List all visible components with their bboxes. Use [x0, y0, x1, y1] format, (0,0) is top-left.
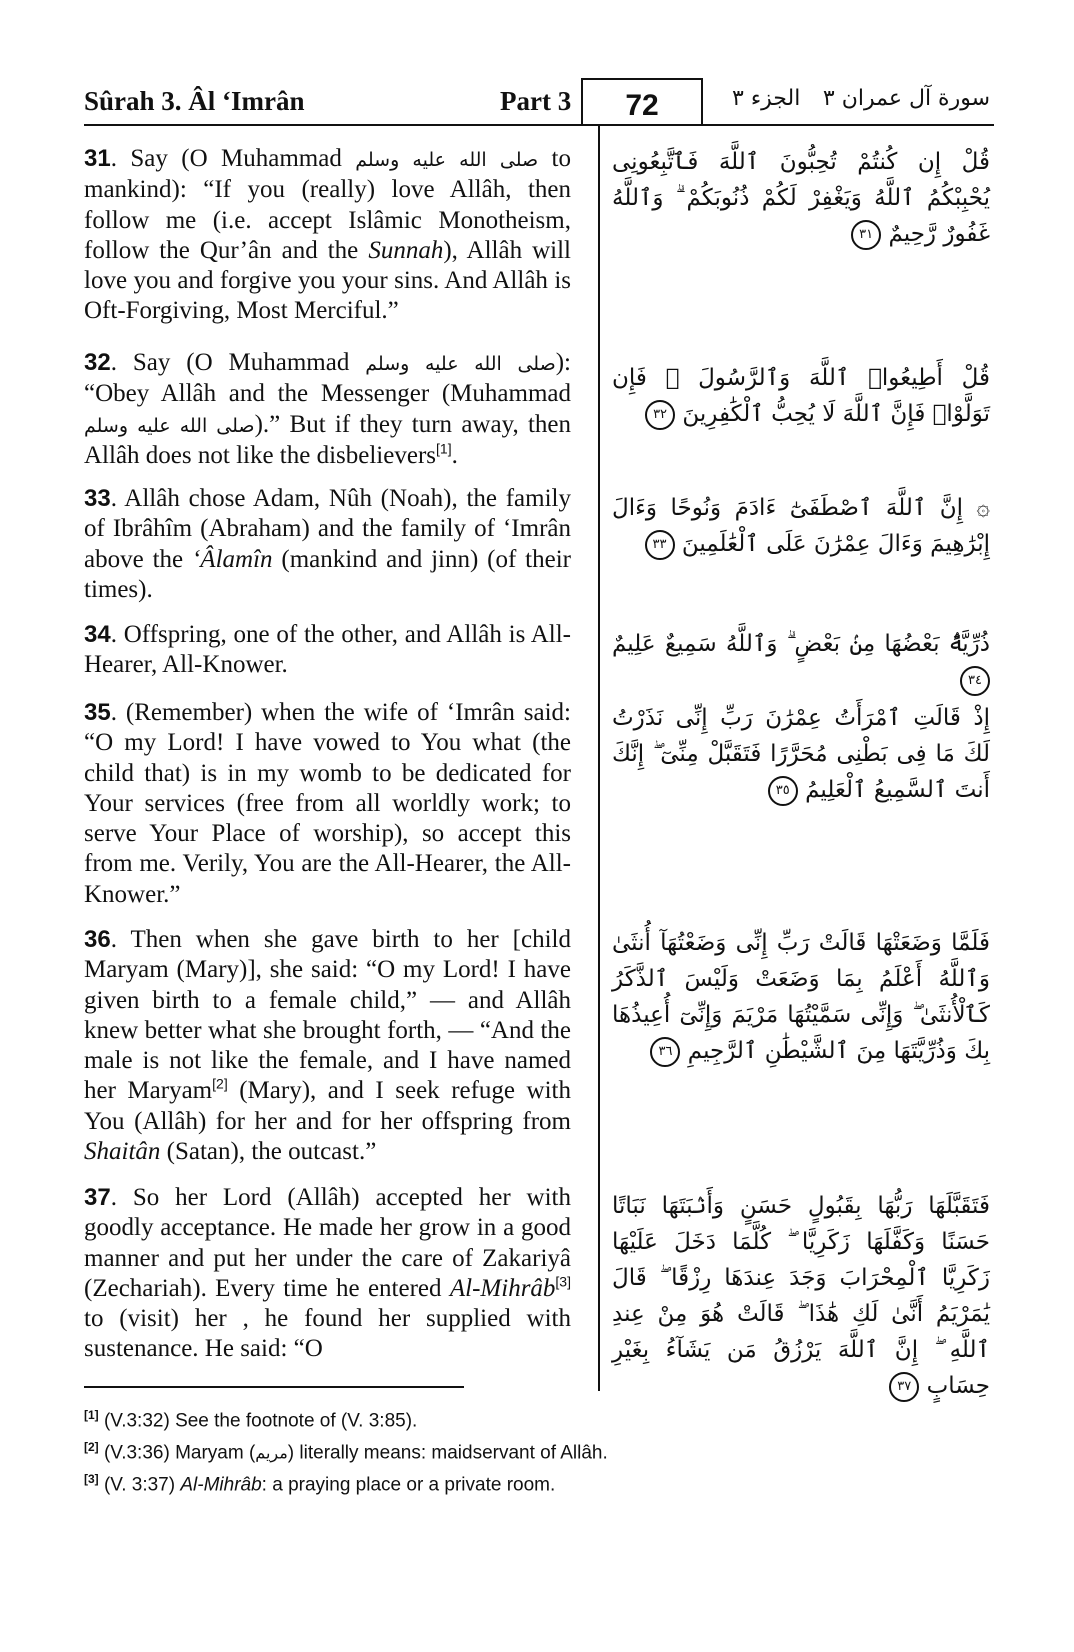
footnote-1: [1] (V.3:32) See the footnote of (V. 3:85).	[84, 1408, 418, 1432]
ayah-number-marker: ٣٥	[768, 776, 798, 806]
verse-34-english: 34. Offspring, one of the other, and Allâh is All-Hearer, All-Knower.	[84, 621, 571, 679]
footnote-mark: [3]	[84, 1472, 99, 1486]
surah-title: Sûrah 3. Âl ‘Imrân	[84, 86, 305, 116]
ayah-number-marker: ٣٤	[960, 666, 990, 696]
verse-36-arabic: فَلَمَّا وَضَعَتْهَا قَالَتْ رَبِّ إِنِّى وَضَعْتُهَآ أُنثَىٰ وَٱللَّهُ أَعْلَمُ بِمَا وَضَعَتْ وَلَيْسَ ٱلذَّكَرُ كَٱلْأُنثَىٰ ۖ وَإِنِّى سَمَّيْتُهَا مَرْيَمَ وَإِنِّىٓ أُعِيذُهَا بِكَ وَذُرِّيَّتَهَا مِنَ ٱلشَّيْطَٰنِ ٱلرَّجِيمِ ٣٦	[612, 925, 990, 1069]
ayah-number-marker: ٣٢	[645, 400, 675, 430]
verse-number: 31	[84, 145, 111, 172]
verse-34-arabic: ذُرِّيَّةًۢ بَعْضُهَا مِنۢ بَعْضٍ ۗ وَٱللَّهُ سَمِيعٌ عَلِيمٌ ٣٤	[612, 626, 990, 698]
verse-number: 35	[84, 699, 111, 726]
verse-33-arabic: ۞ إِنَّ ٱللَّهَ ٱصْطَفَىٰٓ ءَادَمَ وَنُوحًا وَءَالَ إِبْرَٰهِيمَ وَءَالَ عِمْرَٰنَ عَلَى ٱلْعَٰلَمِينَ ٣٣	[612, 490, 990, 562]
verse-37-arabic: فَتَقَبَّلَهَا رَبُّهَا بِقَبُولٍ حَسَنٍ وَأَنۢبَتَهَا نَبَاتًا حَسَنًا وَكَفَّلَهَا زَكَرِيَّا ۖ كُلَّمَا دَخَلَ عَلَيْهَا زَكَرِيَّا ٱلْمِحْرَابَ وَجَدَ عِندَهَا رِزْقًا ۖ قَالَ يَٰمَرْيَمُ أَنَّىٰ لَكِ هَٰذَا ۖ قَالَتْ هُوَ مِنْ عِندِ ٱللَّهِ ۖ إِنَّ ٱللَّهَ يَرْزُقُ مَن يَشَآءُ بِغَيْرِ حِسَابٍ ٣٧	[612, 1188, 990, 1404]
footnote-2: [2] (V.3:36) Maryam (مريم) literally means: maidservant of Allâh.	[84, 1440, 608, 1464]
verse-33-english: 33. Allâh chose Adam, Nûh (Noah), the family of Ibrâhîm (Abraham) and the family of ‘Imrân above the ‘Âlamîn (mankind and jinn) (of their times).	[84, 485, 571, 603]
page-number: 72	[581, 78, 703, 126]
verse-32-arabic: قُلْ أَطِيعُوا۟ ٱللَّهَ وَٱلرَّسُولَ ۖ فَإِن تَوَلَّوْا۟ فَإِنَّ ٱللَّهَ لَا يُحِبُّ ٱلْكَٰفِرِينَ ٣٢	[612, 360, 990, 432]
ayah-number-marker: ٣٣	[645, 530, 675, 560]
verse-35-english: 35. (Remember) when the wife of ‘Imrân said: “O my Lord! I have vowed to You what (the child that) is in my womb to be dedicated for Your services (free from all worldly work; to serve Your Place of worship), so accept this from me. Verily, You are the All-Hearer, the All-Knower.”	[84, 699, 571, 908]
footnote-ref: [3]	[555, 1273, 571, 1290]
verse-36-english: 36. Then when she gave birth to her [child Maryam (Mary)], she said: “O my Lord! I have given birth to a female child,” — and Allâh knew better what she brought forth, — “And the male is not like the female, and I have named her Maryam[2] (Mary), and I seek refuge with You (Allâh) for her and for her offspring from Shaitân (Satan), the outcast.”	[84, 926, 571, 1166]
verse-number: 37	[84, 1184, 111, 1211]
verse-number: 32	[84, 349, 111, 376]
footnote-rule	[84, 1386, 464, 1388]
footnote-3: [3] (V. 3:37) Al-Mihrâb: a praying place or a private room.	[84, 1472, 556, 1496]
footnote-mark: [2]	[84, 1440, 99, 1454]
footnote-mark: [1]	[84, 1408, 99, 1422]
verse-35-arabic: إِذْ قَالَتِ ٱمْرَأَتُ عِمْرَٰنَ رَبِّ إِنِّى نَذَرْتُ لَكَ مَا فِى بَطْنِى مُحَرَّرًا فَتَقَبَّلْ مِنِّىٓ ۖ إِنَّكَ أَنتَ ٱلسَّمِيعُ ٱلْعَلِيمُ ٣٥	[612, 700, 990, 808]
ayah-number-marker: ٣٧	[889, 1372, 919, 1402]
ayah-number-marker: ٣٦	[650, 1037, 680, 1067]
ayah-number-marker: ٣١	[851, 220, 881, 250]
verse-31-arabic: قُلْ إِن كُنتُمْ تُحِبُّونَ ٱللَّهَ فَٱتَّبِعُونِى يُحْبِبْكُمُ ٱللَّهُ وَيَغْفِرْ لَكُمْ ذُنُوبَكُمْ ۗ وَٱللَّهُ غَفُورٌ رَّحِيمٌ ٣١	[612, 144, 990, 252]
verse-number: 33	[84, 485, 111, 512]
surah-arabic: سورة آل عمران ٣	[822, 86, 990, 111]
part-label: Part 3	[500, 86, 572, 116]
verse-31-english: 31. Say (O Muhammad صلى الله عليه وسلم to mankind): “If you (really) love Allâh, then follow me (i.e. accept Islâmic Monotheism, follow the Qur’ân and the Sunnah), Allâh will love you and forgive you your sins. And Allâh is Oft-Forgiving, Most Merciful.”	[84, 145, 571, 325]
verse-number: 36	[84, 926, 111, 953]
verse-37-english: 37. So her Lord (Allâh) accepted her with goodly acceptance. He made her grow in a good manner and put her under the care of Zakariyâ (Zechariah). Every time he entered Al-Mihrâb[3] to (visit) her , he found her supplied with sustenance. He said: “O	[84, 1184, 571, 1363]
footnote-ref: [1]	[436, 440, 452, 457]
juz-arabic: الجزء ٣	[732, 86, 801, 111]
verse-32-english: 32. Say (O Muhammad صلى الله عليه وسلم): “Obey Allâh and the Messenger (Muhammad صلى الله عليه وسلم).” But if they turn away, then Allâh does not like the disbelievers[1].	[84, 349, 572, 469]
footnote-ref: [2]	[212, 1076, 228, 1093]
verse-number: 34	[84, 621, 111, 648]
